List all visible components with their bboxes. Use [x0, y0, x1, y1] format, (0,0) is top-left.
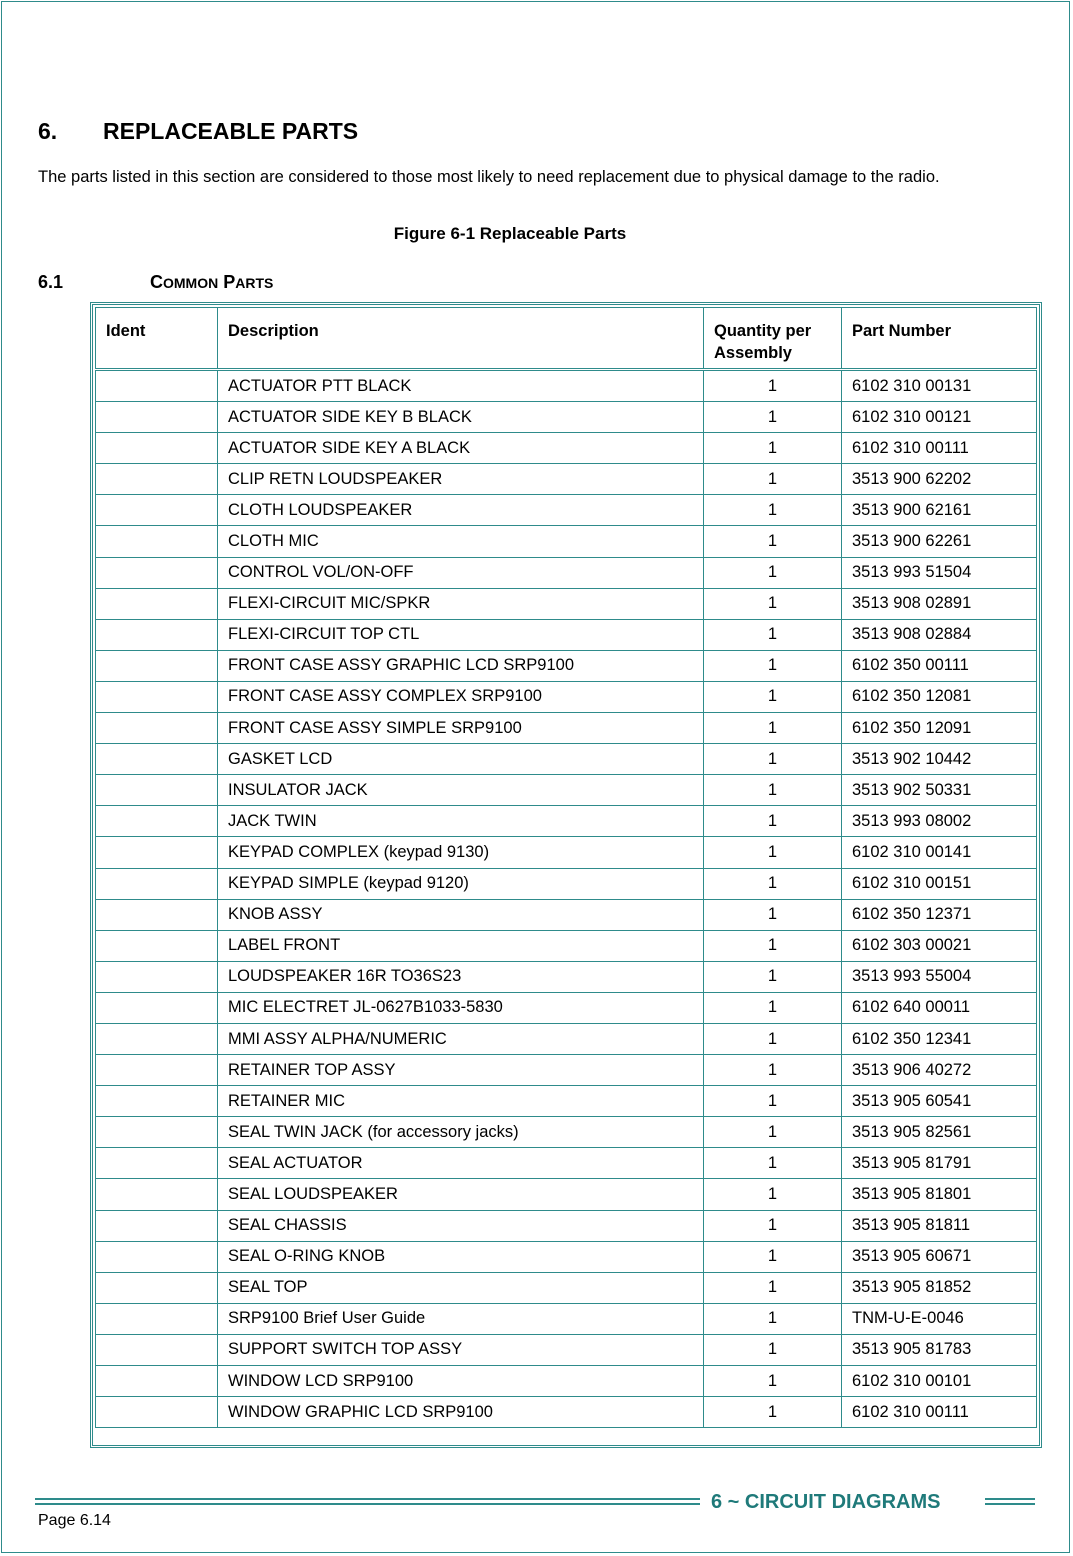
cell-quantity: 1	[704, 992, 842, 1023]
cell-quantity: 1	[704, 1179, 842, 1210]
cell-part-number: 3513 908 02891	[842, 588, 1037, 619]
table-row	[96, 1241, 1037, 1272]
cell-description: WINDOW LCD SRP9100	[218, 1366, 704, 1397]
cell-ident	[96, 1179, 218, 1210]
table-row	[96, 744, 1037, 775]
cell-description: SEAL O-RING KNOB	[218, 1241, 704, 1272]
cell-part-number: 6102 350 12081	[842, 681, 1037, 712]
cell-quantity: 1	[704, 402, 842, 433]
table-row	[96, 713, 1037, 744]
table-row	[96, 650, 1037, 681]
cell-part-number: 3513 908 02884	[842, 619, 1037, 650]
cell-ident	[96, 1148, 218, 1179]
cell-description: FLEXI-CIRCUIT TOP CTL	[218, 619, 704, 650]
table-row	[96, 1334, 1037, 1365]
cell-quantity: 1	[704, 837, 842, 868]
table-row	[96, 1366, 1037, 1397]
cell-ident	[96, 370, 218, 402]
cell-part-number: 6102 310 00151	[842, 868, 1037, 899]
cell-part-number: 3513 993 55004	[842, 961, 1037, 992]
footer-chapter-title: 6 ~ CIRCUIT DIAGRAMS	[711, 1491, 941, 1513]
cell-quantity: 1	[704, 806, 842, 837]
cell-description: CLIP RETN LOUDSPEAKER	[218, 464, 704, 495]
table-row	[96, 526, 1037, 557]
section-heading	[38, 118, 358, 145]
cell-part-number: 6102 310 00111	[842, 433, 1037, 464]
cell-description: RETAINER TOP ASSY	[218, 1055, 704, 1086]
table-row	[96, 370, 1037, 402]
cell-part-number: 3513 905 81811	[842, 1210, 1037, 1241]
cell-description: SEAL LOUDSPEAKER	[218, 1179, 704, 1210]
table-row	[96, 806, 1037, 837]
cell-ident	[96, 1303, 218, 1334]
cell-description: WINDOW GRAPHIC LCD SRP9100	[218, 1397, 704, 1428]
cell-quantity: 1	[704, 526, 842, 557]
subsection-heading	[38, 272, 273, 293]
cell-quantity: 1	[704, 370, 842, 402]
cell-part-number: 6102 310 00101	[842, 1366, 1037, 1397]
cell-part-number: 3513 993 51504	[842, 557, 1037, 588]
cell-part-number: 3513 905 81783	[842, 1334, 1037, 1365]
cell-quantity: 1	[704, 713, 842, 744]
cell-quantity: 1	[704, 681, 842, 712]
cell-description: CLOTH MIC	[218, 526, 704, 557]
cell-quantity: 1	[704, 1303, 842, 1334]
figure-caption: Figure 6-1 Replaceable Parts	[393, 224, 627, 243]
footer-rule-end	[985, 1498, 1035, 1505]
cell-description: ACTUATOR SIDE KEY B BLACK	[218, 402, 704, 433]
section-title: REPLACEABLE PARTS	[103, 118, 359, 144]
cell-part-number: 3513 900 62202	[842, 464, 1037, 495]
cell-description: GASKET LCD	[218, 744, 704, 775]
table-row	[96, 619, 1037, 650]
cell-quantity: 1	[704, 1055, 842, 1086]
cell-quantity: 1	[704, 650, 842, 681]
table-row	[96, 588, 1037, 619]
cell-part-number: 3513 902 50331	[842, 775, 1037, 806]
cell-ident	[96, 681, 218, 712]
cell-part-number: 3513 906 40272	[842, 1055, 1037, 1086]
table-row	[96, 681, 1037, 712]
cell-ident	[96, 775, 218, 806]
cell-quantity: 1	[704, 899, 842, 930]
cell-part-number: 6102 310 00141	[842, 837, 1037, 868]
table-body	[96, 370, 1037, 1428]
header-description: Description	[218, 308, 704, 370]
cell-description: FLEXI-CIRCUIT MIC/SPKR	[218, 588, 704, 619]
table-row	[96, 1023, 1037, 1054]
table-row	[96, 961, 1037, 992]
cell-quantity: 1	[704, 1272, 842, 1303]
cell-description: INSULATOR JACK	[218, 775, 704, 806]
cell-ident	[96, 899, 218, 930]
cell-quantity: 1	[704, 464, 842, 495]
cell-description: FRONT CASE ASSY SIMPLE SRP9100	[218, 713, 704, 744]
cell-quantity: 1	[704, 557, 842, 588]
parts-table-frame	[90, 302, 1042, 1448]
cell-quantity: 1	[704, 1023, 842, 1054]
table-row	[96, 402, 1037, 433]
table-row	[96, 1397, 1037, 1428]
cell-quantity: 1	[704, 1366, 842, 1397]
cell-description: CONTROL VOL/ON-OFF	[218, 557, 704, 588]
cell-ident	[96, 930, 218, 961]
cell-description: MIC ELECTRET JL-0627B1033-5830	[218, 992, 704, 1023]
cell-ident	[96, 619, 218, 650]
table-row	[96, 1210, 1037, 1241]
cell-ident	[96, 588, 218, 619]
cell-description: FRONT CASE ASSY COMPLEX SRP9100	[218, 681, 704, 712]
cell-part-number: 6102 350 00111	[842, 650, 1037, 681]
cell-quantity: 1	[704, 930, 842, 961]
subsection-number: 6.1	[38, 272, 64, 292]
cell-part-number: TNM-U-E-0046	[842, 1303, 1037, 1334]
parts-table	[95, 307, 1037, 1428]
cell-description: SEAL CHASSIS	[218, 1210, 704, 1241]
cell-ident	[96, 1366, 218, 1397]
cell-part-number: 6102 350 12341	[842, 1023, 1037, 1054]
cell-ident	[96, 1334, 218, 1365]
cell-description: SRP9100 Brief User Guide	[218, 1303, 704, 1334]
cell-description: LOUDSPEAKER 16R TO36S23	[218, 961, 704, 992]
header-ident: Ident	[96, 308, 218, 370]
table-row	[96, 930, 1037, 961]
cell-ident	[96, 992, 218, 1023]
cell-quantity: 1	[704, 1334, 842, 1365]
cell-part-number: 6102 310 00121	[842, 402, 1037, 433]
cell-ident	[96, 402, 218, 433]
table-row	[96, 775, 1037, 806]
cell-quantity: 1	[704, 961, 842, 992]
table-row	[96, 1117, 1037, 1148]
table-row	[96, 899, 1037, 930]
cell-part-number: 6102 303 00021	[842, 930, 1037, 961]
cell-ident	[96, 806, 218, 837]
cell-description: ACTUATOR SIDE KEY A BLACK	[218, 433, 704, 464]
header-quantity: Quantity per Assembly	[704, 308, 842, 370]
cell-ident	[96, 1055, 218, 1086]
table-row	[96, 557, 1037, 588]
cell-part-number: 6102 640 00011	[842, 992, 1037, 1023]
table-header-row	[96, 308, 1037, 370]
subsection-title: COMMON PARTS	[150, 272, 274, 292]
cell-quantity: 1	[704, 433, 842, 464]
cell-ident	[96, 433, 218, 464]
cell-quantity: 1	[704, 495, 842, 526]
cell-part-number: 3513 902 10442	[842, 744, 1037, 775]
cell-ident	[96, 650, 218, 681]
table-row	[96, 868, 1037, 899]
cell-quantity: 1	[704, 775, 842, 806]
cell-description: JACK TWIN	[218, 806, 704, 837]
intro-paragraph: The parts listed in this section are considered to those most likely to need replacement due to physical damage to the radio.	[38, 168, 940, 186]
table-row	[96, 433, 1037, 464]
cell-ident	[96, 868, 218, 899]
cell-description: CLOTH LOUDSPEAKER	[218, 495, 704, 526]
cell-quantity: 1	[704, 1148, 842, 1179]
cell-ident	[96, 744, 218, 775]
cell-description: ACTUATOR PTT BLACK	[218, 370, 704, 402]
cell-ident	[96, 1117, 218, 1148]
cell-description: SEAL ACTUATOR	[218, 1148, 704, 1179]
table-row	[96, 837, 1037, 868]
page-number: Page 6.14	[38, 1512, 111, 1529]
cell-quantity: 1	[704, 1086, 842, 1117]
cell-ident	[96, 1272, 218, 1303]
cell-quantity: 1	[704, 744, 842, 775]
table-row	[96, 1272, 1037, 1303]
section-number: 6.	[38, 118, 58, 144]
cell-ident	[96, 495, 218, 526]
table-row	[96, 1179, 1037, 1210]
cell-part-number: 3513 905 60541	[842, 1086, 1037, 1117]
cell-ident	[96, 1210, 218, 1241]
cell-quantity: 1	[704, 1241, 842, 1272]
cell-part-number: 3513 905 81852	[842, 1272, 1037, 1303]
cell-part-number: 6102 350 12091	[842, 713, 1037, 744]
cell-description: FRONT CASE ASSY GRAPHIC LCD SRP9100	[218, 650, 704, 681]
cell-description: LABEL FRONT	[218, 930, 704, 961]
footer-rule	[35, 1498, 700, 1505]
cell-part-number: 6102 310 00131	[842, 370, 1037, 402]
cell-description: KNOB ASSY	[218, 899, 704, 930]
cell-part-number: 3513 905 82561	[842, 1117, 1037, 1148]
cell-ident	[96, 713, 218, 744]
table-row	[96, 464, 1037, 495]
cell-part-number: 3513 900 62261	[842, 526, 1037, 557]
cell-quantity: 1	[704, 868, 842, 899]
cell-ident	[96, 1397, 218, 1428]
cell-description: RETAINER MIC	[218, 1086, 704, 1117]
cell-part-number: 3513 993 08002	[842, 806, 1037, 837]
table-row	[96, 1303, 1037, 1334]
cell-ident	[96, 526, 218, 557]
cell-description: KEYPAD SIMPLE (keypad 9120)	[218, 868, 704, 899]
cell-ident	[96, 557, 218, 588]
cell-description: SEAL TWIN JACK (for accessory jacks)	[218, 1117, 704, 1148]
cell-ident	[96, 464, 218, 495]
cell-description: SUPPORT SWITCH TOP ASSY	[218, 1334, 704, 1365]
cell-ident	[96, 1241, 218, 1272]
cell-part-number: 6102 350 12371	[842, 899, 1037, 930]
cell-description: SEAL TOP	[218, 1272, 704, 1303]
cell-quantity: 1	[704, 1397, 842, 1428]
cell-description: MMI ASSY ALPHA/NUMERIC	[218, 1023, 704, 1054]
cell-quantity: 1	[704, 1210, 842, 1241]
cell-part-number: 3513 905 81791	[842, 1148, 1037, 1179]
table-row	[96, 1055, 1037, 1086]
cell-quantity: 1	[704, 588, 842, 619]
cell-part-number: 3513 905 60671	[842, 1241, 1037, 1272]
table-row	[96, 992, 1037, 1023]
cell-part-number: 3513 900 62161	[842, 495, 1037, 526]
cell-ident	[96, 837, 218, 868]
cell-ident	[96, 961, 218, 992]
cell-ident	[96, 1086, 218, 1117]
cell-description: KEYPAD COMPLEX (keypad 9130)	[218, 837, 704, 868]
table-row	[96, 1148, 1037, 1179]
cell-quantity: 1	[704, 619, 842, 650]
cell-ident	[96, 1023, 218, 1054]
table-row	[96, 495, 1037, 526]
cell-part-number: 6102 310 00111	[842, 1397, 1037, 1428]
table-row	[96, 1086, 1037, 1117]
cell-quantity: 1	[704, 1117, 842, 1148]
cell-part-number: 3513 905 81801	[842, 1179, 1037, 1210]
header-part-number: Part Number	[842, 308, 1037, 370]
